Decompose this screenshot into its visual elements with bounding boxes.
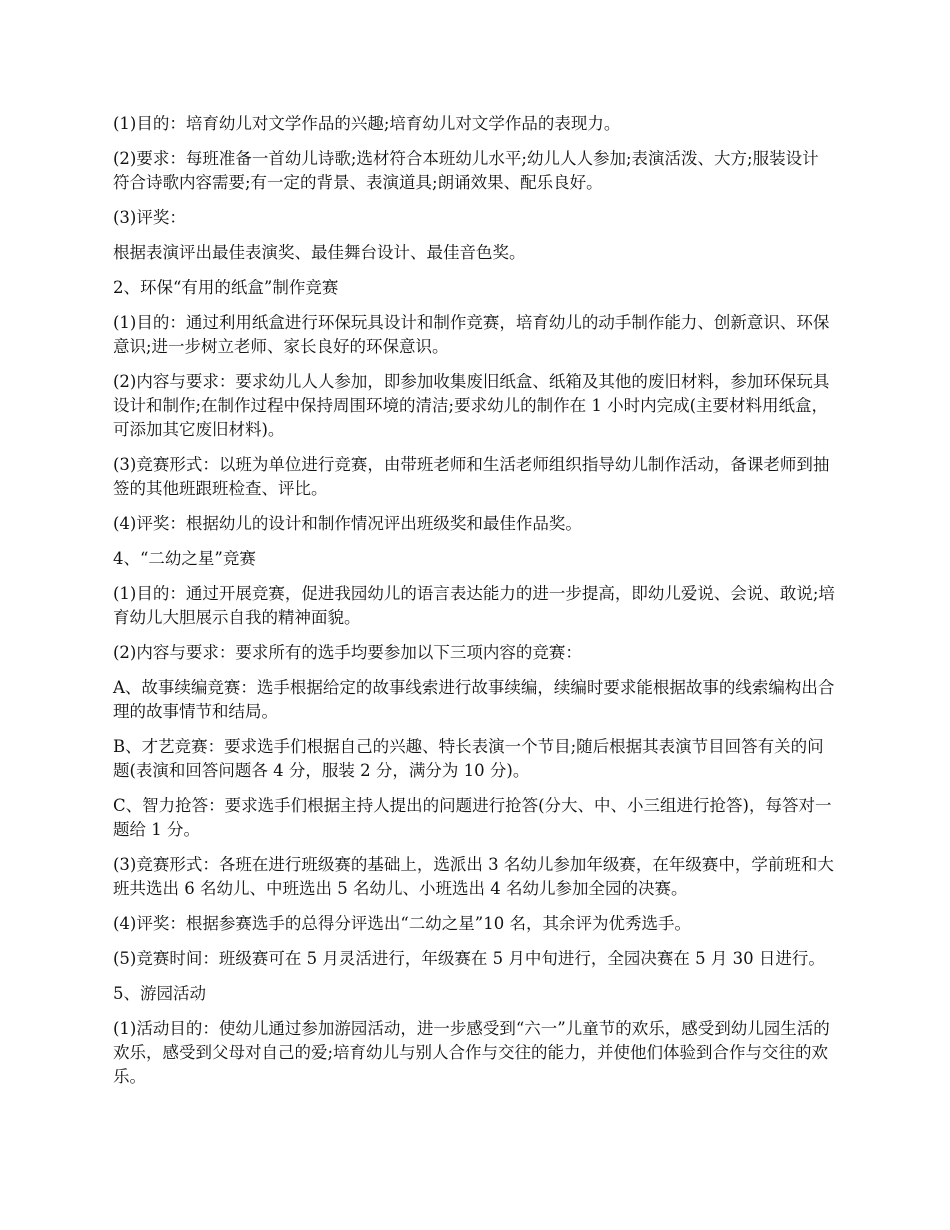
paragraph-item-c: C、智力抢答：要求选手们根据主持人提出的问题进行抢答(分大、中、小三组进行抢答)，每答对一题给 1 分。: [113, 796, 832, 839]
paragraph-goal-5: (1)活动目的：使幼儿通过参加游园活动，进一步感受到“六一”儿童节的欢乐，感受到幼儿园生活的欢乐，感受到父母对自己的爱;培育幼儿与别人合作与交往的能力，并使他们体验到合作与交往的欢乐。: [113, 1019, 830, 1086]
document-body: [113, 112, 835, 1100]
paragraph-item-b: B、才艺竞赛：要求选手们根据自己的兴趣、特长表演一个节目;随后根据其表演节目回答有关的问题(表演和回答问题各 4 分，服装 2 分，满分为 10 分)。: [113, 737, 824, 780]
section-heading-4: 4、“二幼之星”竞赛: [113, 549, 256, 568]
section-heading-2: 2、环保“有用的纸盒”制作竞赛: [113, 278, 339, 297]
paragraph-award-heading: (3)评奖：: [113, 208, 186, 227]
paragraph-item-a: A、故事续编竞赛：选手根据给定的故事线索进行故事续编，续编时要求能根据故事的线索编构出合理的故事情节和结局。: [113, 678, 835, 721]
section-heading-5: 5、游园活动: [113, 984, 206, 1003]
paragraph-goal-2: (1)目的：通过利用纸盒进行环保玩具设计和制作竞赛，培育幼儿的动手制作能力、创新意识、环保意识;进一步树立老师、家长良好的环保意识。: [113, 313, 830, 356]
paragraph-goal-4: (1)目的：通过开展竞赛，促进我园幼儿的语言表达能力的进一步提高，即幼儿爱说、会说、敢说;培育幼儿大胆展示自我的精神面貌。: [113, 584, 835, 627]
paragraph-format-2: (3)竞赛形式：以班为单位进行竞赛，由带班老师和生活老师组织指导幼儿制作活动，备课老师到抽签的其他班跟班检查、评比。: [113, 455, 830, 498]
paragraph-goal-1: (1)目的：培育幼儿对文学作品的兴趣;培育幼儿对文学作品的表现力。: [113, 114, 621, 133]
paragraph-award-4: (4)评奖：根据参赛选手的总得分评选出“二幼之星”10 名，其余评为优秀选手。: [113, 914, 691, 933]
paragraph-content-2: (2)内容与要求：要求幼儿人人参加，即参加收集废旧纸盒、纸箱及其他的废旧材料，参加环保玩具设计和制作;在制作过程中保持周围环境的清洁;要求幼儿的制作在 1 小时内完成(主要材料用纸盒，可添加其它废旧材料)。: [113, 372, 830, 439]
paragraph-time-4: (5)竞赛时间：班级赛可在 5 月灵活进行，年级赛在 5 月中旬进行，全园决赛在 5 月 30 日进行。: [113, 949, 825, 968]
paragraph-award-2: (4)评奖：根据幼儿的设计和制作情况评出班级奖和最佳作品奖。: [113, 514, 582, 533]
paragraph-content-4: (2)内容与要求：要求所有的选手均要参加以下三项内容的竞赛：: [113, 643, 582, 662]
paragraph-requirements-1: (2)要求：每班准备一首幼儿诗歌;选材符合本班幼儿水平;幼儿人人参加;表演活泼、大方;服装设计符合诗歌内容需要;有一定的背景、表演道具;朗诵效果、配乐良好。: [113, 149, 819, 192]
paragraph-award-detail: 根据表演评出最佳表演奖、最佳舞台设计、最佳音色奖。: [113, 243, 526, 262]
paragraph-format-4: (3)竞赛形式：各班在进行班级赛的基础上，选派出 3 名幼儿参加年级赛，在年级赛中，学前班和大班共选出 6 名幼儿、中班选出 5 名幼儿、小班选出 4 名幼儿参加全园的决赛。: [113, 855, 834, 898]
